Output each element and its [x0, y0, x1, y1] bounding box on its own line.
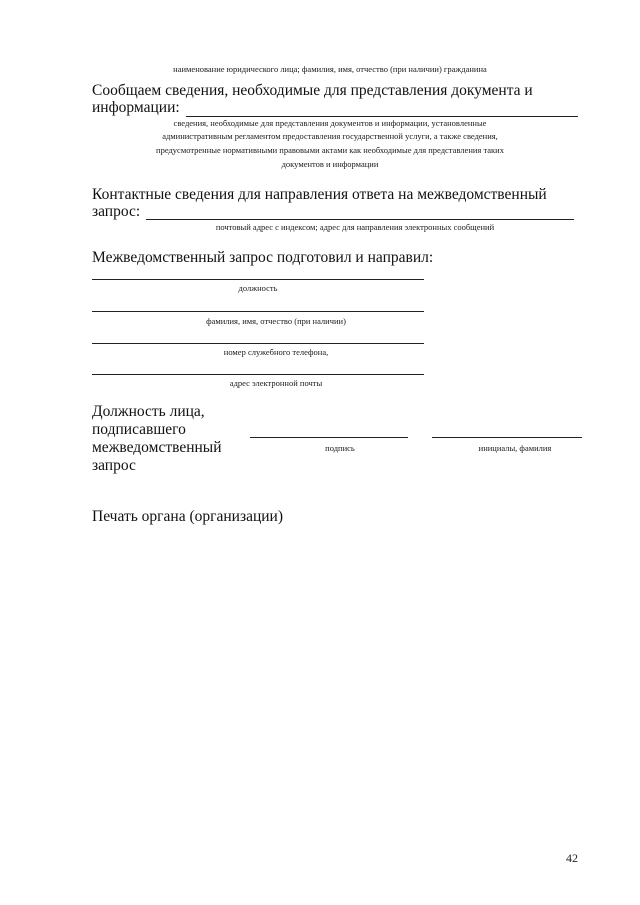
seal-label: Печать органа (организации): [92, 508, 284, 525]
phone-field-caption: номер служебного телефона,: [223, 347, 329, 357]
email-field-caption: адрес электронной почты: [229, 378, 323, 388]
phone-field-line: [92, 343, 424, 344]
header-caption: наименование юридического лица; фамилия, имя, отчество (при наличии) гражданина: [173, 64, 487, 74]
contact-heading-line2: запрос:: [92, 203, 141, 220]
signer-label-line2: подписавшего: [92, 421, 186, 438]
signer-label-line1: Должность лица,: [92, 403, 205, 420]
info-heading-line1: Сообщаем сведения, необходимые для представления документа и: [92, 82, 533, 99]
contact-heading-line1: Контактные сведения для направления ответа на межведомственный: [92, 186, 547, 203]
signer-label-line3: межведомственный: [92, 439, 222, 456]
signature-field-caption: подпись: [325, 443, 355, 453]
initials-field-caption: инициалы, фамилия: [478, 443, 552, 453]
email-field-line: [92, 374, 424, 375]
info-caption-4: документов и информации: [281, 159, 379, 169]
fullname-field-line: [92, 311, 424, 312]
info-caption-1: сведения, необходимые для представления документов и информации, установленные: [173, 118, 487, 128]
signer-label-line4: запрос: [92, 457, 136, 474]
page-number: 42: [566, 851, 578, 865]
contact-caption: почтовый адрес с индексом; адрес для направления электронных сообщений: [215, 222, 495, 232]
prepared-heading: Межведомственный запрос подготовил и направил:: [92, 249, 434, 266]
info-heading-line2: информации:: [92, 99, 180, 116]
signature-field-line: [250, 437, 408, 438]
position-field-caption: должность: [238, 283, 278, 293]
info-underline: [186, 116, 578, 117]
position-field-line: [92, 279, 424, 280]
info-caption-2: административным регламентом предоставления государственной услуги, а также сведения,: [162, 131, 498, 141]
info-caption-3: предусмотренные нормативными правовыми актами как необходимые для представления таких: [156, 145, 504, 155]
fullname-field-caption: фамилия, имя, отчество (при наличии): [206, 316, 346, 326]
initials-field-line: [432, 437, 582, 438]
contact-underline: [146, 219, 574, 220]
